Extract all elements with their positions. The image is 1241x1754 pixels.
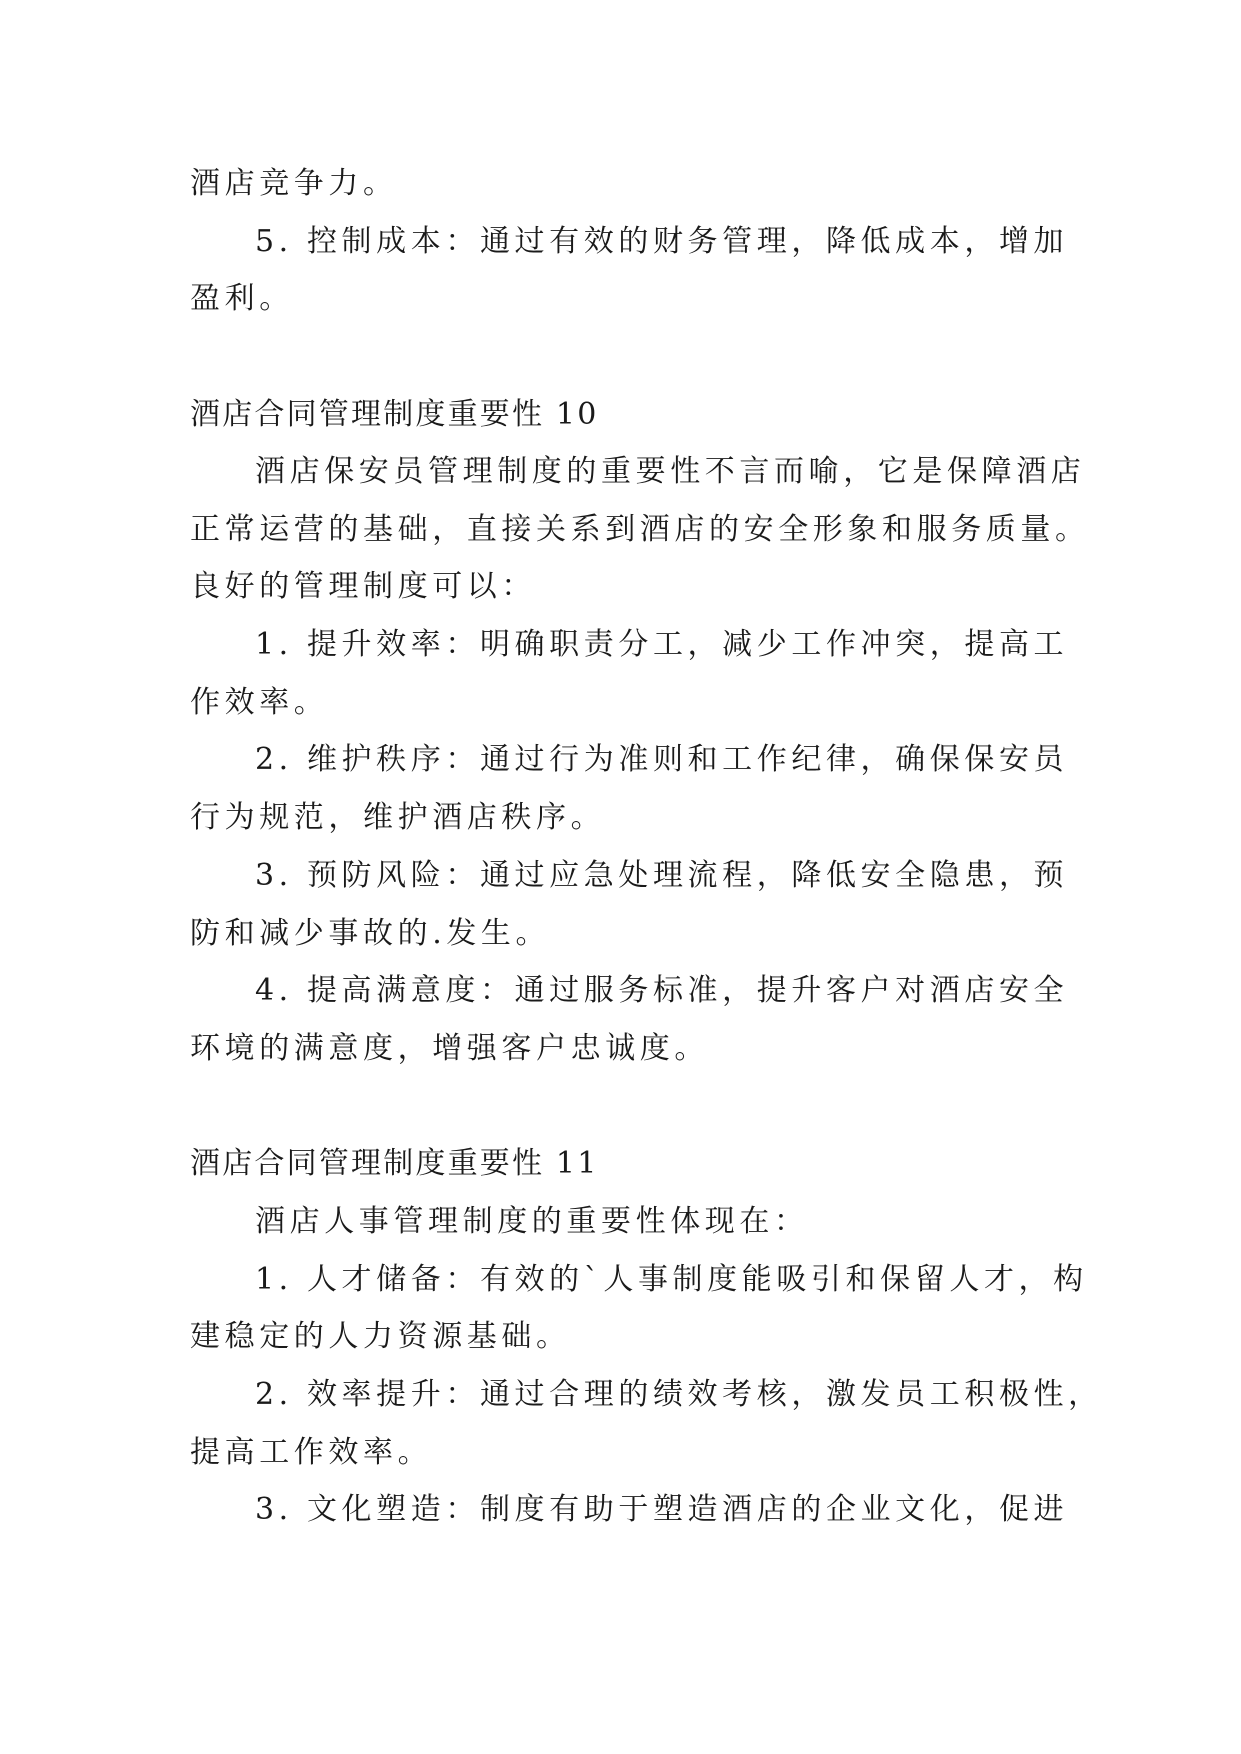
paragraph-line: 正常运营的基础，直接关系到酒店的安全形象和服务质量。 xyxy=(190,512,1090,547)
body-text-line: 酒店竞争力。 xyxy=(190,166,398,201)
list-item: 3. 预防风险：通过应急处理流程，降低安全隐患，预 xyxy=(255,858,1069,893)
list-item: 3. 文化塑造：制度有助于塑造酒店的企业文化，促进 xyxy=(255,1492,1069,1527)
list-item-continuation: 建稳定的人力资源基础。 xyxy=(190,1319,571,1354)
list-item-continuation: 提高工作效率。 xyxy=(190,1435,433,1470)
paragraph-line: 酒店人事管理制度的重要性体现在： xyxy=(255,1204,809,1239)
list-item: 5. 控制成本：通过有效的财务管理，降低成本，增加 xyxy=(255,224,1069,259)
body-text-line: 盈利。 xyxy=(190,281,294,316)
section-heading: 酒店合同管理制度重要性 11 xyxy=(190,1146,599,1181)
paragraph-line: 良好的管理制度可以： xyxy=(190,569,536,604)
section-heading: 酒店合同管理制度重要性 10 xyxy=(190,397,599,432)
list-item-continuation: 行为规范，维护酒店秩序。 xyxy=(190,800,606,835)
paragraph-line: 酒店保安员管理制度的重要性不言而喻，它是保障酒店 xyxy=(255,454,1086,489)
list-item: 1. 人才储备：有效的`人事制度能吸引和保留人才，构 xyxy=(255,1262,1088,1297)
list-item-continuation: 防和减少事故的.发生。 xyxy=(190,916,551,951)
list-item: 1. 提升效率：明确职责分工，减少工作冲突，提高工 xyxy=(255,627,1069,662)
list-item: 2. 维护秩序：通过行为准则和工作纪律，确保保安员 xyxy=(255,742,1069,777)
list-item-continuation: 环境的满意度，增强客户忠诚度。 xyxy=(190,1031,709,1066)
list-item: 2. 效率提升：通过合理的绩效考核，激发员工积极性， xyxy=(255,1377,1103,1412)
list-item-continuation: 作效率。 xyxy=(190,685,329,720)
list-item: 4. 提高满意度：通过服务标准，提升客户对酒店安全 xyxy=(255,973,1069,1008)
